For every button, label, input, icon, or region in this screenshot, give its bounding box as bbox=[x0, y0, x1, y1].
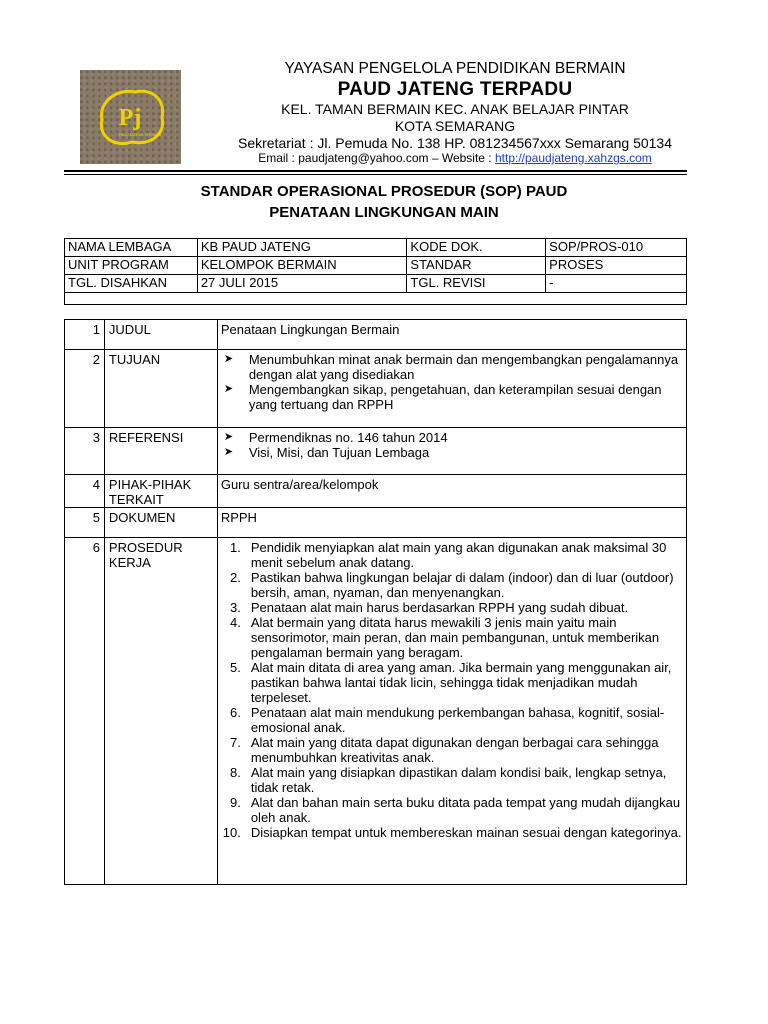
contact-line bbox=[180, 151, 730, 165]
list-item: ➤ Mengembangkan sikap, pengetahuan, dan keterampilan sesuai dengan yang tertuang dan RPPH bbox=[223, 382, 662, 412]
logo-emblem-icon bbox=[80, 70, 181, 164]
arrow-bullet-icon: ➤ bbox=[223, 446, 234, 458]
foundation-name: YAYASAN PENGELOLA PENDIDIKAN BERMAIN bbox=[284, 60, 626, 77]
list-item: 9. Alat dan bahan main serta buku ditata pada tempat yang mudah dijangkau oleh anak. bbox=[229, 795, 681, 825]
email-text: Email : paudjateng@yahoo.com – Website : bbox=[258, 151, 495, 165]
list-item: 10. Disiapkan tempat untuk membereskan mainan sesuai dengan kategorinya. bbox=[222, 825, 682, 840]
list-item: 5. Alat main ditata di area yang aman. Jika bermain yang menggunakan air, pastikan bahwa lantai tidak licin, sehingga tidak menjadikan mudah terpeleset. bbox=[229, 660, 672, 705]
sop-row-judul bbox=[65, 320, 687, 350]
list-item: 6. Penataan alat main mendukung perkembangan bahasa, kognitif, sosial-emosional anak. bbox=[229, 705, 665, 735]
tujuan-list bbox=[221, 352, 683, 412]
address-line-2: KOTA SEMARANG bbox=[394, 118, 516, 134]
list-item: 4. Alat bermain yang ditata harus mewakili 3 jenis main yaitu main sensorimotor, main peran, dan main pembangunan, untuk memberikan pengalaman bermain yang beragam. bbox=[229, 615, 660, 660]
document-subtitle: PENATAAN LINGKUNGAN MAIN bbox=[269, 204, 499, 221]
row-number: 3 bbox=[65, 428, 105, 475]
address-line-1: KEL. TAMAN BERMAIN KEC. ANAK BELAJAR PINTAR bbox=[281, 101, 629, 117]
list-item: ➤ Permendiknas no. 146 tahun 2014 bbox=[223, 430, 448, 445]
info-label: TGL. REVISI bbox=[407, 275, 546, 293]
logo-initials: Pj bbox=[118, 105, 142, 131]
arrow-bullet-icon: ➤ bbox=[223, 383, 234, 395]
arrow-bullet-icon: ➤ bbox=[223, 353, 234, 365]
info-value: - bbox=[546, 275, 687, 293]
row-label: TUJUAN bbox=[104, 350, 217, 428]
list-item: 1. Pendidik menyiapkan alat main yang akan digunakan anak maksimal 30 menit sebelum anak datang. bbox=[229, 540, 667, 570]
school-logo bbox=[80, 70, 181, 164]
document-info-table bbox=[64, 238, 687, 305]
row-label: DOKUMEN bbox=[104, 508, 217, 538]
list-item: 3. Penataan alat main harus berdasarkan RPPH yang sudah dibuat. bbox=[229, 600, 629, 615]
row-content: RPPH bbox=[217, 508, 686, 538]
row-content bbox=[217, 350, 686, 428]
info-value: KELOMPOK BERMAIN bbox=[197, 257, 407, 275]
info-label: KODE DOK. bbox=[407, 239, 546, 257]
row-label: REFERENSI bbox=[104, 428, 217, 475]
arrow-bullet-icon: ➤ bbox=[223, 431, 234, 443]
row-label: PROSEDUR KERJA bbox=[104, 538, 217, 885]
info-label: TGL. DISAHKAN bbox=[65, 275, 198, 293]
info-label: STANDAR bbox=[407, 257, 546, 275]
row-number: 2 bbox=[65, 350, 105, 428]
list-item: ➤ Menumbuhkan minat anak bermain dan mengembangkan pengalamannya dengan alat yang disediakan bbox=[223, 352, 679, 382]
row-number: 6 bbox=[65, 538, 105, 885]
row-number: 4 bbox=[65, 475, 105, 508]
list-item: 2. Pastikan bahwa lingkungan belajar di dalam (indoor) dan di luar (outdoor) bersih, aman, nyaman, dan menyenangkan. bbox=[229, 570, 674, 600]
list-item: 8. Alat main yang disiapkan dipastikan dalam kondisi baik, lengkap setnya, tidak retak. bbox=[229, 765, 667, 795]
info-value: KB PAUD JATENG bbox=[197, 239, 407, 257]
info-row bbox=[65, 275, 687, 293]
list-item: ➤ Visi, Misi, dan Tujuan Lembaga bbox=[223, 445, 430, 460]
sop-row-referensi bbox=[65, 428, 687, 475]
info-spacer-row bbox=[65, 293, 687, 305]
row-content: Penataan Lingkungan Bermain bbox=[217, 320, 686, 350]
row-content bbox=[217, 538, 686, 885]
info-value: PROSES bbox=[546, 257, 687, 275]
sop-row-pihak bbox=[65, 475, 687, 508]
sop-content-table bbox=[64, 319, 687, 885]
sop-row-prosedur bbox=[65, 538, 687, 885]
row-number: 5 bbox=[65, 508, 105, 538]
document-title: STANDAR OPERASIONAL PROSEDUR (SOP) PAUD bbox=[200, 183, 568, 200]
row-label: JUDUL bbox=[104, 320, 217, 350]
sop-row-tujuan bbox=[65, 350, 687, 428]
row-label: PIHAK-PIHAK TERKAIT bbox=[104, 475, 217, 508]
info-value: SOP/PROS-010 bbox=[546, 239, 687, 257]
info-row bbox=[65, 239, 687, 257]
info-label: UNIT PROGRAM bbox=[65, 257, 198, 275]
procedure-steps bbox=[221, 540, 683, 840]
secretariat-line: Sekretariat : Jl. Pemuda No. 138 HP. 081234567xxx Semarang 50134 bbox=[237, 135, 672, 151]
school-name: PAUD JATENG TERPADU bbox=[337, 79, 573, 100]
row-content: Guru sentra/area/kelompok bbox=[217, 475, 686, 508]
info-value: 27 JULI 2015 bbox=[197, 275, 407, 293]
website-link[interactable]: http://paudjateng.xahzgs.com bbox=[494, 151, 652, 165]
info-row bbox=[65, 257, 687, 275]
row-content bbox=[217, 428, 686, 475]
referensi-list bbox=[221, 430, 683, 460]
list-item: 7. Alat main yang ditata dapat digunakan dengan berbagai cara sehingga menumbuhkan kreativitas anak. bbox=[229, 735, 659, 765]
sop-row-dokumen bbox=[65, 508, 687, 538]
info-label: NAMA LEMBAGA bbox=[65, 239, 198, 257]
logo-subtext: PAUD JATENG TERPADU bbox=[118, 133, 162, 137]
row-number: 1 bbox=[65, 320, 105, 350]
header-rule-thin bbox=[64, 174, 687, 175]
header-rule-thick bbox=[64, 170, 687, 172]
